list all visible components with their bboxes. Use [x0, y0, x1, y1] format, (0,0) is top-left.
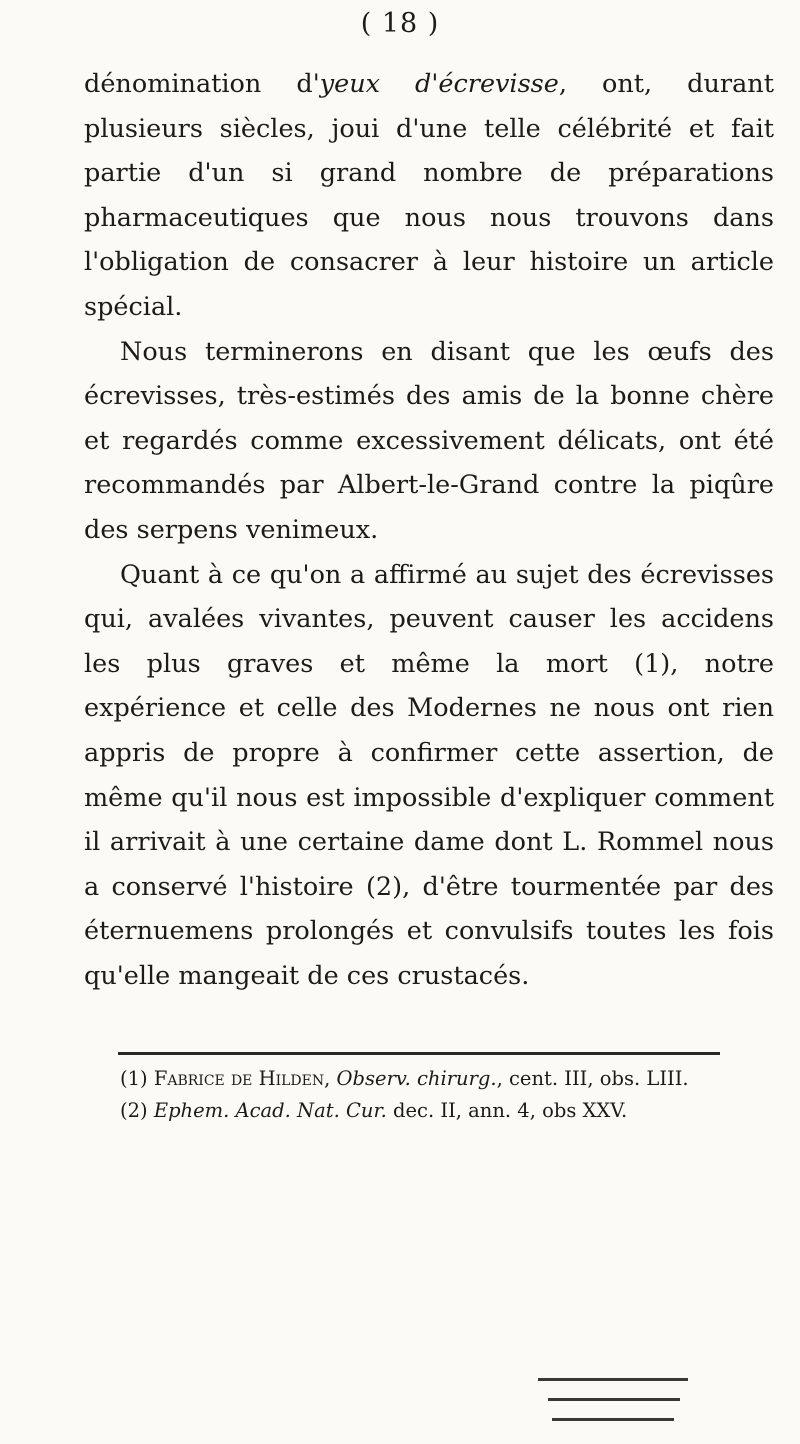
- footnote-1: [120, 1063, 730, 1095]
- decorative-rule: [548, 1398, 680, 1401]
- paragraph-1-rest: , ont, durant plusieurs siècles, joui d'une telle célébrité et fait partie d'un si grand nombre de préparations pharmaceutiques que nous nous trouvons dans l'obligation de consacrer à leur histoire un article spécial.: [84, 69, 774, 322]
- body-text: [84, 62, 774, 998]
- footnote-2-ref: dec. II, ann. 4, obs XXV.: [386, 1099, 628, 1122]
- footnote-2-number: (2): [120, 1099, 148, 1122]
- paragraph-1: [84, 62, 774, 330]
- footnote-separator-rule: [118, 1052, 720, 1055]
- paragraph-1-start: dénomination d': [84, 69, 320, 99]
- decorative-rule: [552, 1418, 674, 1421]
- page-number: ( 18 ): [360, 8, 440, 39]
- paragraph-1-italic-term: yeux d'écrevisse: [319, 69, 559, 99]
- footnote-2-work: Ephem. Acad. Nat. Cur.: [153, 1099, 387, 1122]
- decorative-rule: [538, 1378, 688, 1381]
- footnote-1-work: Observ. chirurg.: [336, 1067, 497, 1090]
- footnote-2: [120, 1095, 730, 1127]
- footnote-1-author: Fabrice de Hilden: [153, 1067, 325, 1090]
- paragraph-3: Quant à ce qu'on a affirmé au sujet des écrevisses qui, avalées vivantes, peuvent causer les accidens les plus graves et même la mort (1), notre expérience et celle des Modernes ne nous ont rien appris de propre à confirmer cette assertion, de même qu'il nous est impossible d'expliquer comment il arrivait à une certaine dame dont L. Rommel nous a conservé l'histoire (2), d'être tourmentée par des éternuemens prolongés et convulsifs toutes les fois qu'elle mangeait de ces crustacés.: [84, 559, 774, 991]
- footnote-1-ref: , cent. III, obs. LIII.: [496, 1067, 689, 1090]
- footnote-1-number: (1): [120, 1067, 148, 1090]
- paragraph-2: Nous terminerons en disant que les œufs des écrevisses, très-estimés des amis de la bonne chère et regardés comme excessivement délicats, ont été recommandés par Albert-le-Grand contre la piqûre des serpens venimeux.: [84, 336, 774, 545]
- footnote-1-separator: ,: [324, 1067, 337, 1090]
- footnotes: [120, 1063, 730, 1127]
